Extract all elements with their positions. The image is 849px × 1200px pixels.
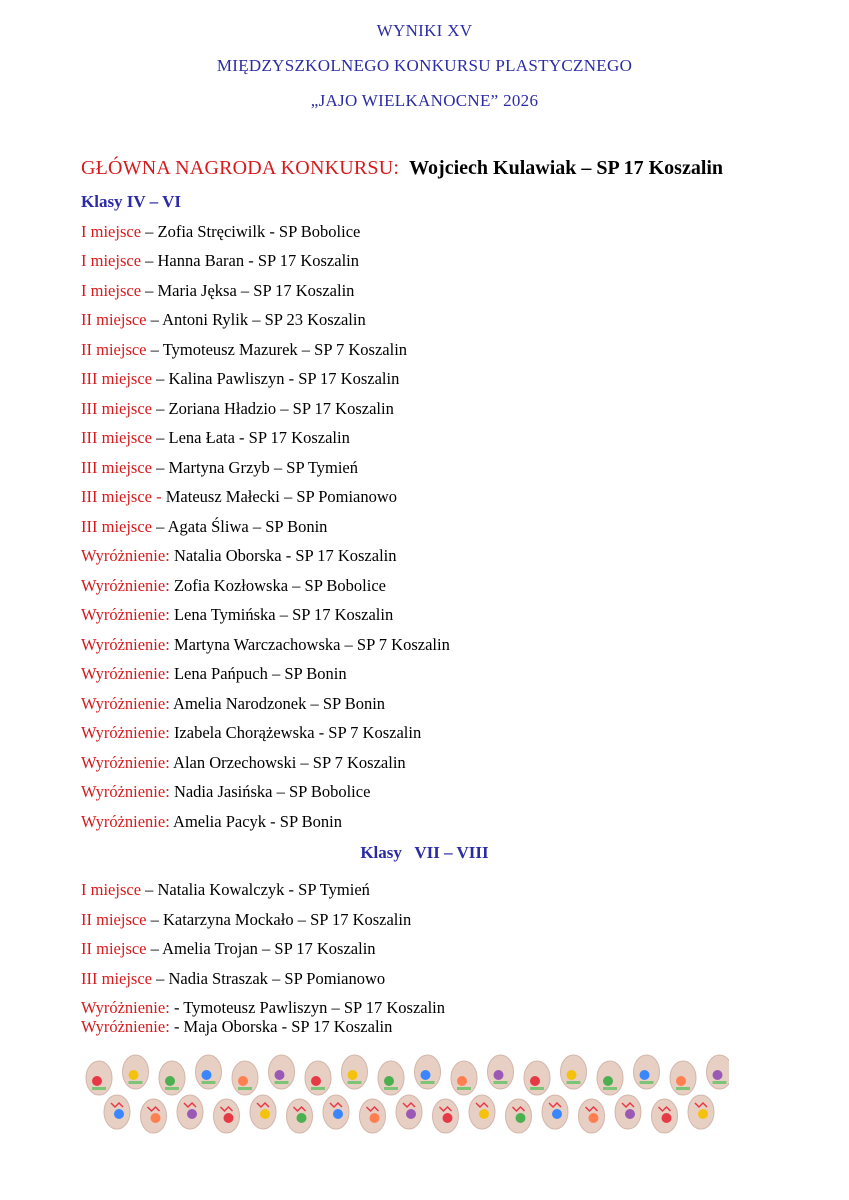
result-row [81,604,393,626]
easter-egg-icon [451,1061,477,1095]
result-row [81,516,327,538]
easter-egg-icon [269,1055,295,1089]
easter-egg-icon [488,1055,514,1089]
result-place: I miejsce [81,281,142,300]
result-entry: – Antoni Rylik – SP 23 Koszalin [146,310,366,329]
result-place: Wyróżnienie: [81,812,170,831]
document-title-line-3: „JAJO WIELKANOCNE” 2026 [310,91,539,110]
result-entry: Mateusz Małecki – SP Pomianowo [161,487,398,506]
easter-egg-icon [506,1099,532,1133]
easter-egg-icon [323,1095,349,1129]
result-place: III miejsce [81,428,153,447]
result-place: II miejsce [81,910,147,929]
result-entry: Natalia Oborska - SP 17 Koszalin [169,546,397,565]
result-place: Wyróżnienie: [81,998,170,1017]
easter-eggs-svg [81,1052,729,1138]
easter-egg-icon [86,1061,112,1095]
easter-egg-icon [597,1061,623,1095]
result-entry: – Maria Jęksa – SP 17 Koszalin [141,281,355,300]
result-place: Wyróżnienie: [81,782,170,801]
result-place: Wyróżnienie: [81,694,170,713]
result-place: Wyróżnienie: [81,664,170,683]
result-entry: – Kalina Pawliszyn - SP 17 Koszalin [152,369,400,388]
easter-egg-icon [214,1099,240,1133]
result-place: III miejsce [81,399,153,418]
result-row [81,575,386,597]
result-entry: – Katarzyna Mockało – SP 17 Koszalin [146,910,412,929]
easter-egg-icon [342,1055,368,1089]
result-place: I miejsce [81,251,142,270]
result-row [81,938,376,960]
easter-egg-icon [542,1095,568,1129]
easter-egg-icon [396,1095,422,1129]
result-entry: Amelia Pacyk - SP Bonin [169,812,342,831]
easter-egg-icon [141,1099,167,1133]
section-title-classes-4-6: Klasy IV – VI [81,192,181,211]
result-entry: Izabela Chorążewska - SP 7 Koszalin [169,723,422,742]
easter-egg-icon [159,1061,185,1095]
result-row [81,752,406,774]
result-row [81,634,450,656]
result-row [81,722,421,744]
easter-egg-icon [232,1061,258,1095]
result-row [81,486,397,508]
result-entry: – Tymoteusz Mazurek – SP 7 Koszalin [146,340,408,359]
result-row [81,457,358,479]
result-entry: - Maja Oborska - SP 17 Koszalin [169,1017,393,1036]
result-row [81,398,394,420]
easter-egg-icon [561,1055,587,1089]
easter-egg-icon [670,1061,696,1095]
result-row [81,250,359,272]
result-entry: Lena Pańpuch – SP Bonin [169,664,347,683]
result-entry: Amelia Narodzonek – SP Bonin [169,694,386,713]
easter-egg-icon [524,1061,550,1095]
easter-egg-icon [579,1099,605,1133]
result-entry: – Hanna Baran - SP 17 Koszalin [141,251,359,270]
result-row [81,811,342,833]
easter-egg-icon [287,1099,313,1133]
main-prize-winner: Wojciech Kulawiak – SP 17 Koszalin [409,157,724,179]
result-entry: Alan Orzechowski – SP 7 Koszalin [169,753,406,772]
result-row [81,781,370,803]
result-place: Wyróżnienie: [81,605,170,624]
result-row [81,339,407,361]
easter-egg-icon [177,1095,203,1129]
easter-egg-icon [469,1095,495,1129]
easter-egg-icon [652,1099,678,1133]
section-title-classes-7-8: Klasy VII – VIII [360,843,489,862]
result-entry: Lena Tymińska – SP 17 Koszalin [169,605,394,624]
easter-egg-icon [250,1095,276,1129]
result-entry: - Tymoteusz Pawliszyn – SP 17 Koszalin [169,998,446,1017]
result-entry: – Zofia Stręciwilk - SP Bobolice [141,222,361,241]
result-place: II miejsce [81,939,147,958]
result-place: Wyróżnienie: [81,723,170,742]
easter-egg-icon [123,1055,149,1089]
result-place: I miejsce [81,222,142,241]
result-entry: – Amelia Trojan – SP 17 Koszalin [146,939,376,958]
result-row [81,280,354,302]
result-entry: Martyna Warczachowska – SP 7 Koszalin [169,635,450,654]
result-place: III miejsce [81,517,153,536]
result-entry: – Natalia Kowalczyk - SP Tymień [141,880,370,899]
easter-egg-icon [634,1055,660,1089]
easter-egg-icon [415,1055,441,1089]
document-title-line-1: WYNIKI XV [376,21,473,40]
result-entry: Nadia Jasińska – SP Bobolice [169,782,371,801]
result-place: Wyróżnienie: [81,635,170,654]
result-row [81,879,370,901]
result-row [81,368,399,390]
result-entry: – Nadia Straszak – SP Pomianowo [152,969,386,988]
result-row [81,545,397,567]
result-row [81,693,385,715]
main-prize-label: GŁÓWNA NAGRODA KONKURSU: [81,157,400,179]
result-entry: – Martyna Grzyb – SP Tymień [152,458,359,477]
result-place: Wyróżnienie: [81,576,170,595]
result-place: Wyróżnienie: [81,546,170,565]
easter-egg-icon [688,1095,714,1129]
result-place: III miejsce - [81,487,162,506]
easter-egg-icon [707,1055,730,1089]
result-entry: – Lena Łata - SP 17 Koszalin [152,428,350,447]
result-place: Wyróżnienie: [81,753,170,772]
easter-egg-icon [378,1061,404,1095]
result-place: I miejsce [81,880,142,899]
main-prize [81,157,723,180]
easter-egg-icon [360,1099,386,1133]
result-place: Wyróżnienie: [81,1017,170,1036]
result-row [81,221,360,243]
document-title-line-2: MIĘDZYSZKOLNEGO KONKURSU PLASTYCZNEGO [216,56,633,75]
result-place: II miejsce [81,340,147,359]
easter-egg-icon [305,1061,331,1095]
result-entry: – Agata Śliwa – SP Bonin [152,517,328,536]
result-row [81,1016,392,1038]
result-row [81,309,366,331]
easter-egg-icon [615,1095,641,1129]
result-row [81,663,347,685]
result-entry: – Zoriana Hładzio – SP 17 Koszalin [152,399,394,418]
result-row [81,968,385,990]
result-place: III miejsce [81,369,153,388]
easter-egg-icon [104,1095,130,1129]
easter-egg-icon [433,1099,459,1133]
easter-eggs-border-icon [81,1052,729,1138]
result-row [81,909,411,931]
result-place: II miejsce [81,310,147,329]
result-place: III miejsce [81,969,153,988]
result-row [81,427,350,449]
result-entry: Zofia Kozłowska – SP Bobolice [169,576,386,595]
result-place: III miejsce [81,458,153,477]
easter-egg-icon [196,1055,222,1089]
